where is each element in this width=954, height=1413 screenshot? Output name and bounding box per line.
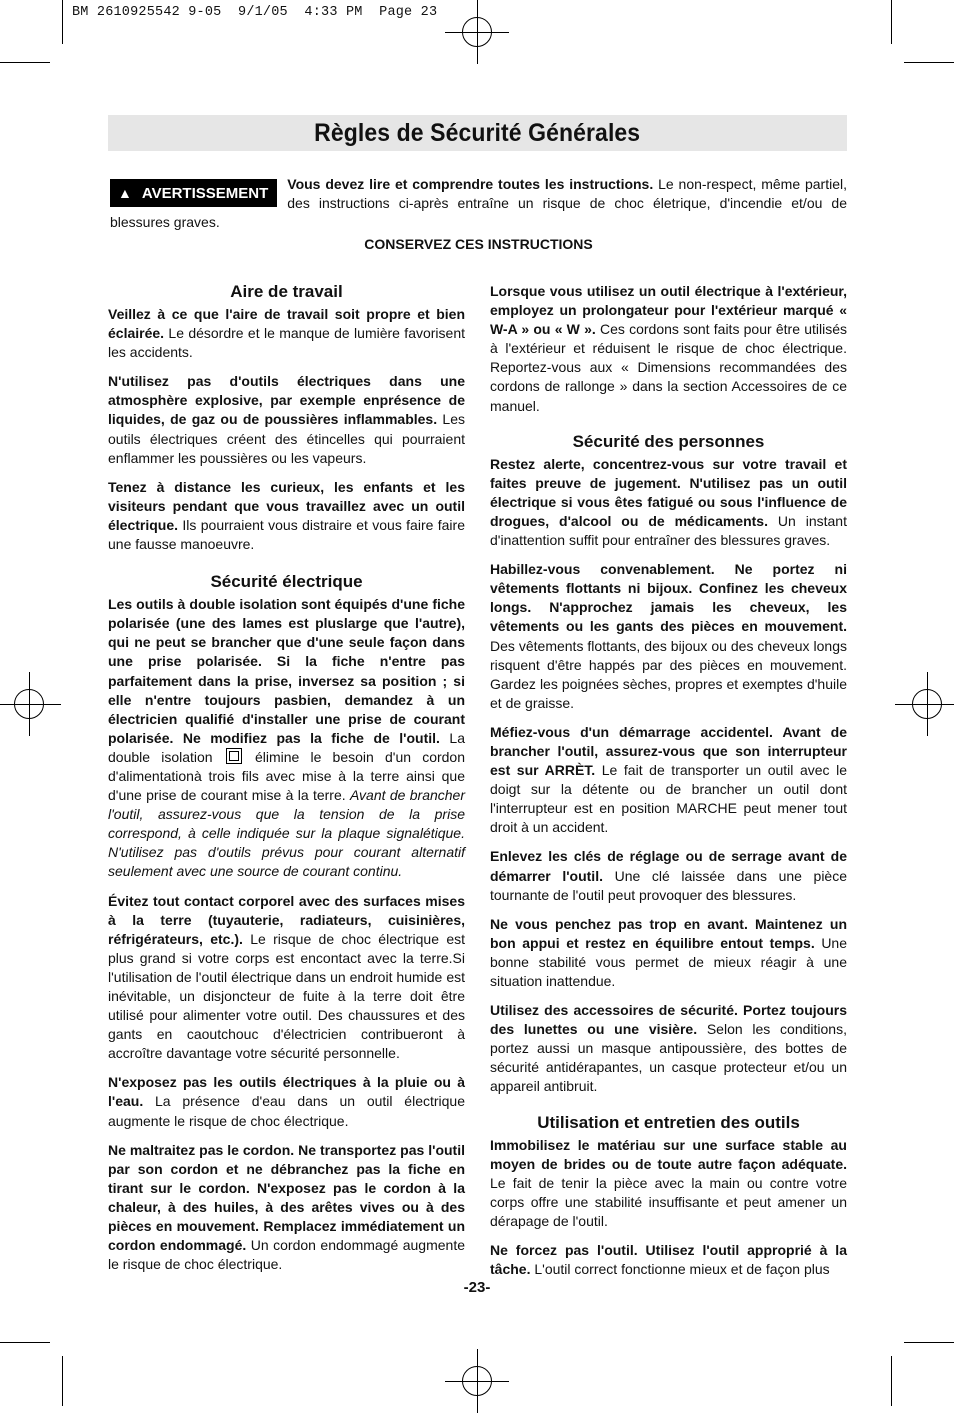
paragraph: Méfiez-vous d'un démarrage accidentel. Avant de brancher l'outil, assurez-vous que son interrupteur est sur ARRÈT. Le fait de transporter un outil avec le doigt sur la détente ou de brancher un outil dont l'interrupteur est en position MARCHE peut mener tout droit à un accident. xyxy=(490,723,847,836)
double-insulation-icon xyxy=(226,748,242,764)
warning-lead: Vous devez lire et comprendre toutes les instructions. xyxy=(287,176,654,192)
paragraph: Veillez à ce que l'aire de travail soit propre et bien éclairée. Le désordre et le manque de lumière favorisent les accidents. xyxy=(108,306,465,361)
paragraph: Les outils à double isolation sont équipés d'une fiche polarisée (une des lames est pluslarge que l'autre), qui ne peut se brancher que d'une seule façon dans une prise polarisée. Si la fiche n'entre pas parfaitement dans la prise, inversez sa position ; si elle n'entre toujours pasbien, demandez à un électricien qualifié d'installer une prise de courant polarisée. Ne modifiez pas la fiche de l'outil. La double isolation élimine le besoin d'un cordon d'alimentationà trois fils avec mise à la terre ainsi que d'une prise de courant mise à la terre. Avant de brancher l'outil, assurez-vous que la tension de la prise correspond, à celle indiquée sur la plaque signalétique. N'utilisez pas d'outils prévus pour courant alternatif seulement avec une source de courant continu. xyxy=(108,596,465,880)
paragraph: Ne forcez pas l'outil. Utilisez l'outil approprié à la tâche. L'outil correct fonctionne mieux et de façon plus xyxy=(490,1242,847,1278)
registration-mark-top xyxy=(457,12,497,52)
warning-badge-label: AVERTISSEMENT xyxy=(141,185,269,202)
registration-mark-right xyxy=(907,684,947,724)
left-column xyxy=(108,282,465,1284)
section-heading-personal: Sécurité des personnes xyxy=(572,431,765,451)
crop-mark xyxy=(0,62,50,63)
page-title: Règles de Sécurité Générales xyxy=(314,118,641,147)
paragraph: N'exposez pas les outils électriques à la pluie ou à l'eau. La présence d'eau dans un outil électrique augmente le risque de choc électrique. xyxy=(108,1074,465,1129)
paragraph: Restez alerte, concentrez-vous sur votre travail et faites preuve de jugement. N'utilisez pas un outil électrique si vous êtes fatigué ou sous l'influence de drogues, d'alcool ou de médicaments. Un instant d'inattention suffit pour entraîner des blessures graves. xyxy=(490,455,847,549)
paragraph: Évitez tout contact corporel avec des surfaces mises à la terre (tuyauterie, radiateurs, cuisinières, réfrigérateurs, etc.). Le risque de choc électrique est plus grand si votre corps est encontact avec la terre.Si l'utilisation de l'outil électrique dans un endroit humide est inévitable, un disjoncteur de fuite à la terre doit être utilisé pour alimenter votre outil. Des chaussures et des gants en caoutchouc d'électricien contribueront à accroître davantage votre sécurité personnelle. xyxy=(108,892,465,1062)
crop-mark xyxy=(62,0,63,44)
section-heading-electrical: Sécurité électrique xyxy=(210,572,363,592)
title-bar xyxy=(108,115,847,151)
section-heading-work-area: Aire de travail xyxy=(230,282,343,301)
warning-text: Le non-respect, même partiel, des instructions ci-après entraîne un risque de choc életrique, d'incendie et/ou de blessures graves. xyxy=(110,176,847,230)
conserve-instructions: CONSERVEZ CES INSTRUCTIONS xyxy=(364,236,593,252)
crop-mark xyxy=(0,1342,50,1343)
paragraph: Habillez-vous convenablement. Ne portez ni vêtements flottants ni bijoux. Confinez les cheveux longs. N'approchez jamais les cheveux, les vêtements ou les gants des pièces en mouvement. Des vêtements flottants, des bijoux ou des cheveux longs risquent d'être happés par des pièces en mouvement. Gardez les poignées sèches, propres et exemptes d'huile et de graisse. xyxy=(490,561,847,711)
printer-slug: BM 2610925542 9-05 9/1/05 4:33 PM Page 23 xyxy=(72,5,438,20)
paragraph: Utilisez des accessoires de sécurité. Portez toujours des lunettes ou une visière. Selon les conditions, portez aussi un masque antipoussière, des bottes de sécurité antidérapantes, un casque protecteur et/ou un appareil antibruit. xyxy=(490,1002,847,1095)
crop-mark xyxy=(62,1356,63,1406)
crop-mark xyxy=(904,1342,954,1343)
paragraph: N'utilisez pas d'outils électriques dans une atmosphère explosive, par exemple enprésence de liquides, de gaz ou de poussières inflammables. Les outils électriques créent des étincelles qui pourraient enflammer les poussières ou les vapeurs. xyxy=(108,373,465,466)
warning-triangle-icon: ▲ xyxy=(118,185,132,201)
registration-mark-left xyxy=(9,684,49,724)
paragraph: Immobilisez le matériau sur une surface stable au moyen de brides ou de toute autre façon adéquate. Le fait de tenir la pièce avec la main ou contre votre corps offre une stabilité insuffisante et peut amener un dérapage de l'outil. xyxy=(490,1136,847,1229)
crop-mark xyxy=(891,1356,892,1406)
warning-badge xyxy=(110,179,277,207)
paragraph: Tenez à distance les curieux, les enfants et les visiteurs pendant que vous travaillez avec un outil électrique. Ils pourraient vous distraire et vous faire faire une fausse manoeuvre. xyxy=(108,478,465,553)
paragraph: Lorsque vous utilisez un outil électrique à l'extérieur, employez un prolongateur pour l'extérieur marqué « W-A » ou « W ». Ces cordons sont faits pour être utilisés à l'extérieur et réduisent le risque de choc électrique. Reportez-vous aux « Dimensions recommandées des cordons de rallonge » dans la section Accessoires de ce manuel. xyxy=(490,283,847,414)
crop-mark xyxy=(891,0,892,44)
paragraph: Ne vous penchez pas trop en avant. Maintenez un bon appui et restez en équilibre entout temps. Une bonne stabilité vous permet de mieux réagir à une situation inattendue. xyxy=(490,915,848,989)
paragraph: Enlevez les clés de réglage ou de serrage avant de démarrer l'outil. Une clé laissée dans une pièce tournante de l'outil peut provoquer des blessures. xyxy=(490,848,848,903)
section-heading-tool-use: Utilisation et entretien des outils xyxy=(537,1112,800,1132)
right-column xyxy=(490,282,847,1289)
warning-block xyxy=(110,175,847,232)
page-number: -23- xyxy=(463,1279,491,1296)
registration-mark-bottom xyxy=(457,1361,497,1401)
paragraph: Ne maltraitez pas le cordon. Ne transportez pas l'outil par son cordon et ne débranchez pas la fiche en tirant sur le cordon. N'exposez pas le cordon à la chaleur, à des huiles, à des arêtes vives ou à des pièces en mouvement. Remplacez immédiatement un cordon endommagé. Un cordon endommagé augmente le risque de choc électrique. xyxy=(108,1141,466,1273)
crop-mark xyxy=(904,62,954,63)
